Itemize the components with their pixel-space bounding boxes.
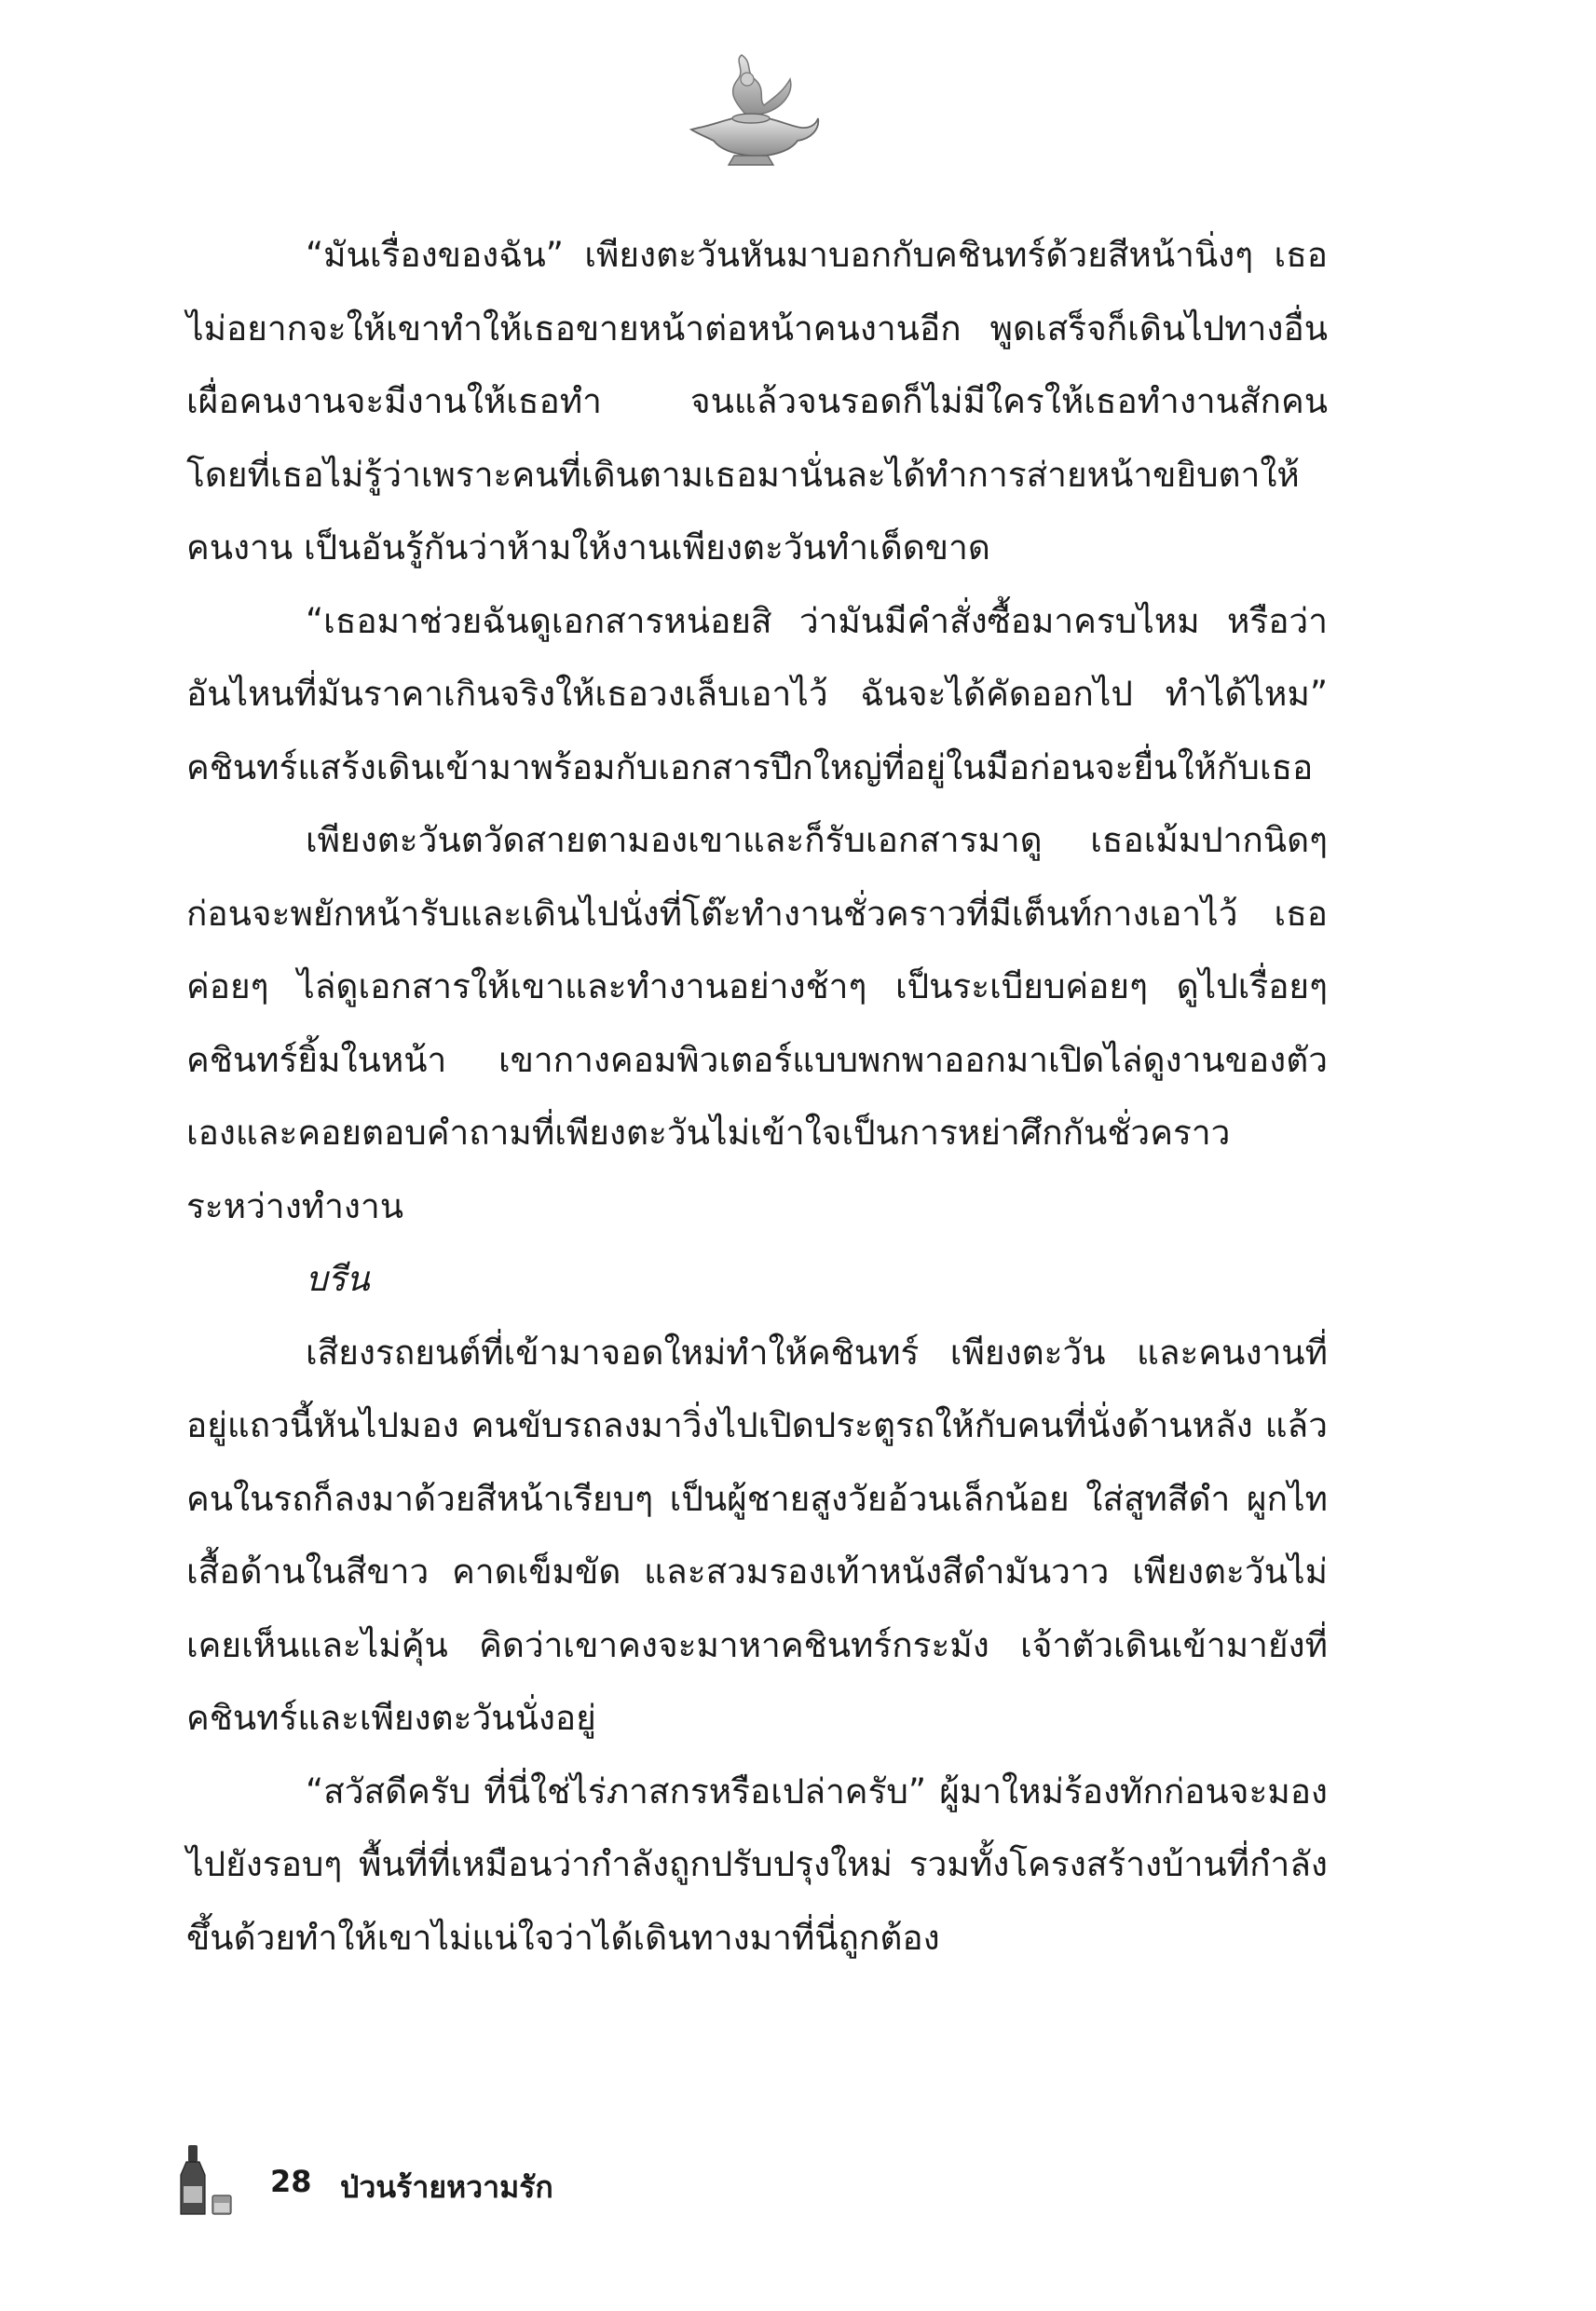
- genie-lamp-icon: [680, 51, 820, 168]
- body-text: [186, 219, 1328, 1975]
- page-number: 28: [270, 2164, 312, 2199]
- paragraph: “สวัสดีครับ ที่นี่ใช่ไร่ภาสกรหรือเปล่าครับ” ผู้มาใหม่ร้องทักก่อนจะมองไปยังรอบๆ พื้นที่ที่เหมือนว่ากำลังถูกปรับปรุงใหม่ รวมทั้งโครงสร้างบ้านที่กำลังขึ้นด้วยทำให้เขาไม่แน่ใจว่าได้เดินทางมาที่นี่ถูกต้อง: [186, 1771, 1328, 1958]
- page-footer: [177, 2143, 829, 2218]
- paragraph: “มันเรื่องของฉัน” เพียงตะวันหันมาบอกกับคชินทร์ด้วยสีหน้านิ่งๆ เธอไม่อยากจะให้เขาทำให้เธอขายหน้าต่อหน้าคนงานอีก พูดเสร็จก็เดินไปทางอื่น เผื่อคนงานจะมีงานให้เธอทำ จนแล้วจนรอดก็ไม่มีใครให้เธอทำงานสักคน โดยที่เธอไม่รู้ว่าเพราะคนที่เดินตามเธอมานั่นละได้ทำการส่ายหน้าขยิบตาให้คนงาน เป็นอันรู้กันว่าห้ามให้งานเพียงตะวันทำเด็ดขาด: [186, 235, 1328, 567]
- paragraph: เพียงตะวันตวัดสายตามองเขาและก็รับเอกสารมาดู เธอเม้มปากนิดๆ ก่อนจะพยักหน้ารับและเดินไปนั่งที่โต๊ะทำงานชั่วคราวที่มีเต็นท์กางเอาไว้ เธอค่อยๆ ไล่ดูเอกสารให้เขาและทำงานอย่างช้าๆ เป็นระเบียบค่อยๆ ดูไปเรื่อยๆ คชินทร์ยิ้มในหน้า เขากางคอมพิวเตอร์แบบพกพาออกมาเปิดไล่ดูงานของตัวเองและคอยตอบคำถามที่เพียงตะวันไม่เข้าใจเป็นการหย่าศึกกันชั่วคราวระหว่างทำงาน: [186, 820, 1328, 1226]
- paragraph: เสียงรถยนต์ที่เข้ามาจอดใหม่ทำให้คชินทร์ เพียงตะวัน และคนงานที่อยู่แถวนี้หันไปมอง คนขับรถลงมาวิ่งไปเปิดประตูรถให้กับคนที่นั่งด้านหลัง แล้วคนในรถก็ลงมาด้วยสีหน้าเรียบๆ เป็นผู้ชายสูงวัยอ้วนเล็กน้อย ใส่สูทสีดำ ผูกไท เสื้อด้านในสีขาว คาดเข็มขัด และสวมรองเท้าหนังสีดำมันวาว เพียงตะวันไม่เคยเห็นและไม่คุ้น คิดว่าเขาคงจะมาหาคชินทร์กระมัง เจ้าตัวเดินเข้ามายังที่คชินทร์และเพียงตะวันนั่งอยู่: [186, 1332, 1328, 1738]
- liquor-bottle-icon: [177, 2143, 242, 2218]
- scene-sound-effect: บรีน: [306, 1259, 370, 1299]
- book-title: ป่วนร้ายหวามรัก: [340, 2169, 553, 2205]
- paragraph: “เธอมาช่วยฉันดูเอกสารหน่อยสิ ว่ามันมีคำสั่งซื้อมาครบไหม หรือว่าอันไหนที่มันราคาเกินจริงให้เธอวงเล็บเอาไว้ ฉันจะได้คัดออกไป ทำได้ไหม” คชินทร์แสร้งเดินเข้ามาพร้อมกับเอกสารปึกใหญ่ที่อยู่ในมือก่อนจะยื่นให้กับเธอ: [186, 600, 1328, 787]
